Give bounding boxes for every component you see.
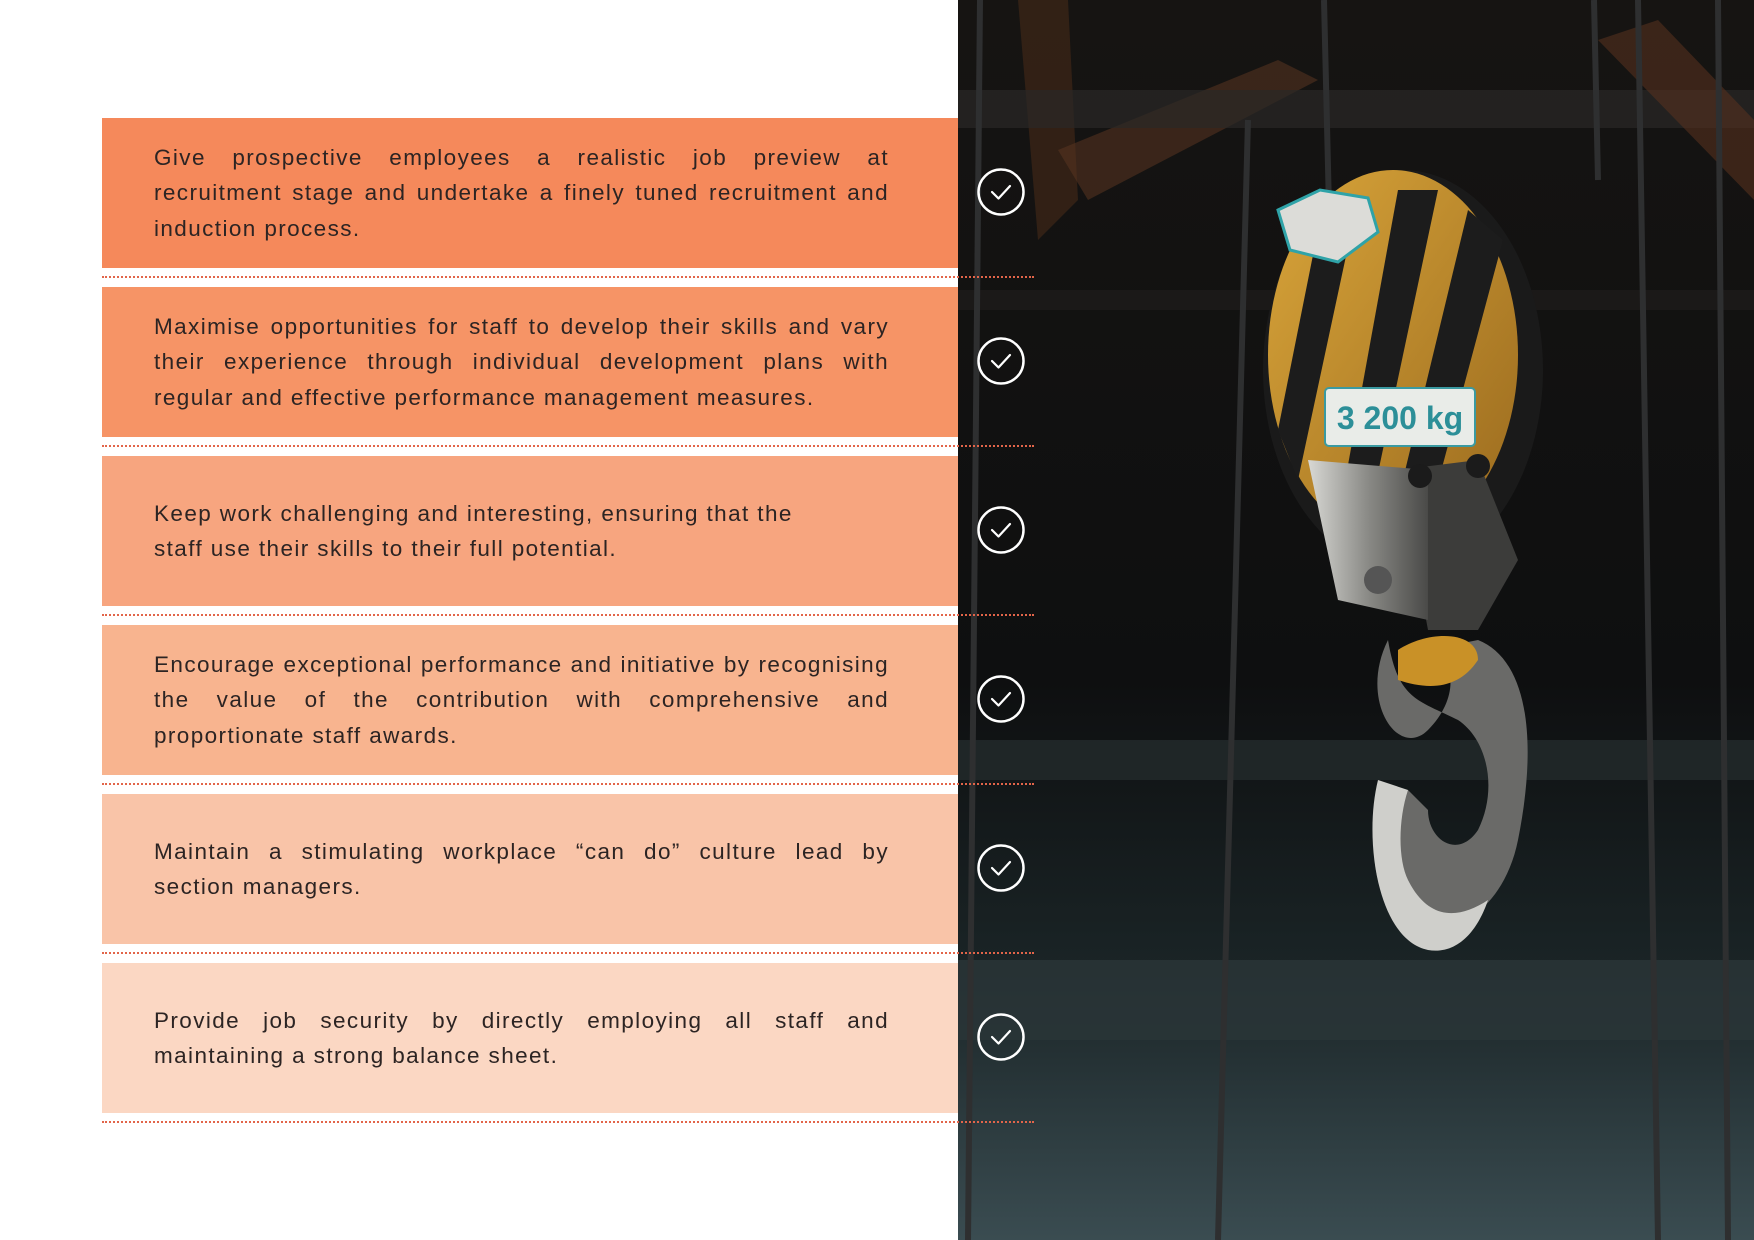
dotted-divider: [102, 783, 1034, 785]
check-circle-icon: [977, 675, 1025, 723]
dotted-divider: [102, 952, 1034, 954]
check-circle-icon: [977, 168, 1025, 216]
benefit-row-3: [102, 456, 958, 606]
benefit-text: Maximise opportunities for staff to develop their skills and vary their experience through individual development plans with regular and effective performance management measures.: [154, 313, 889, 410]
benefit-text: Encourage exceptional performance and initiative by recognising the value of the contribution with comprehensive and proportionate staff awards.: [154, 651, 889, 748]
dotted-divider: [102, 276, 1034, 278]
dotted-divider: [102, 1121, 1034, 1123]
benefit-text: Provide job security by directly employing all staff and maintaining a strong balance sheet.: [154, 1007, 889, 1068]
benefit-row-6: [102, 963, 958, 1113]
benefit-text: Keep work challenging and interesting, ensuring that the staff use their skills to their full potential.: [154, 500, 793, 561]
hook-capacity-label: 3 200 kg: [1336, 400, 1464, 436]
check-circle-icon: [977, 1013, 1025, 1061]
benefit-text: Give prospective employees a realistic job preview at recruitment stage and undertake a finely tuned recruitment and induction process.: [154, 144, 889, 241]
benefit-row-4: [102, 625, 958, 775]
benefit-text: Maintain a stimulating workplace “can do” culture lead by section managers.: [154, 838, 889, 899]
benefit-row-2: [102, 287, 958, 437]
crane-hook-photo: [958, 0, 1754, 1240]
check-circle-icon: [977, 844, 1025, 892]
dotted-divider: [102, 614, 1034, 616]
benefit-row-1: [102, 118, 958, 268]
check-circle-icon: [977, 337, 1025, 385]
check-circle-icon: [977, 506, 1025, 554]
dotted-divider: [102, 445, 1034, 447]
benefit-row-5: [102, 794, 958, 944]
